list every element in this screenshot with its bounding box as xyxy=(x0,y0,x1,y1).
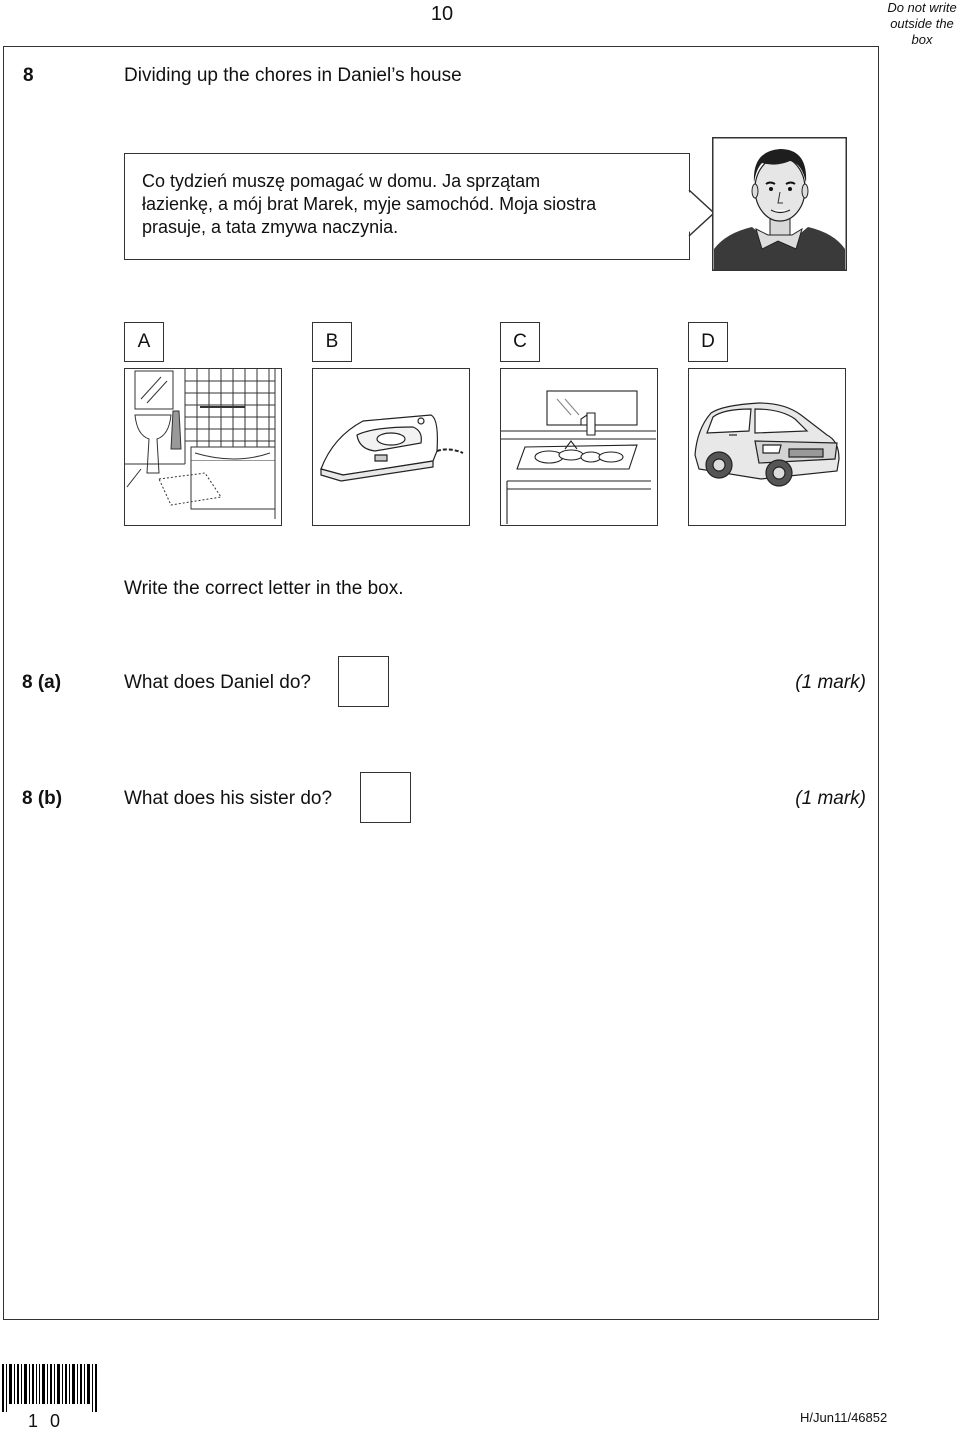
speech-line-3: prasuje, a tata zmywa naczynia. xyxy=(142,217,399,237)
question-title: Dividing up the chores in Daniel’s house xyxy=(124,65,462,86)
part-b-answer-box[interactable] xyxy=(360,772,411,823)
barcode xyxy=(1,1364,101,1412)
option-letter-a: A xyxy=(124,322,164,362)
margin-note xyxy=(884,0,960,48)
part-a-number: 8 (a) xyxy=(22,672,62,693)
part-a-answer-box[interactable] xyxy=(338,656,389,707)
part-a-mark: (1 mark) xyxy=(795,672,866,693)
bathroom-picture xyxy=(124,368,282,526)
daniel-portrait xyxy=(712,137,847,271)
option-letter-b: B xyxy=(312,322,352,362)
speech-bubble xyxy=(124,153,690,260)
paper-reference: H/Jun11/46852 xyxy=(800,1410,888,1425)
part-a-question: What does Daniel do? xyxy=(124,672,311,693)
part-b-mark: (1 mark) xyxy=(795,788,866,809)
part-b-number: 8 (b) xyxy=(22,788,63,809)
car-picture xyxy=(688,368,846,526)
margin-note-line-2: outside the xyxy=(890,16,954,31)
speech-line-1: Co tydzień muszę pomagać w domu. Ja sprzątam xyxy=(142,171,541,191)
option-letter-c: C xyxy=(500,322,540,362)
question-number: 8 xyxy=(23,65,34,86)
margin-note-line-3: box xyxy=(911,32,933,47)
kitchen-sink-picture xyxy=(500,368,658,526)
margin-note-line-1: Do not write xyxy=(887,0,957,15)
option-letter-d: D xyxy=(688,322,728,362)
part-b-question: What does his sister do? xyxy=(124,788,333,809)
instruction-text: Write the correct letter in the box. xyxy=(124,578,404,599)
speech-line-2: łazienkę, a mój brat Marek, myje samochód. Moja siostra xyxy=(142,194,597,214)
iron-picture xyxy=(312,368,470,526)
page-number: 10 xyxy=(430,3,454,25)
barcode-digits: 10 xyxy=(28,1411,73,1431)
